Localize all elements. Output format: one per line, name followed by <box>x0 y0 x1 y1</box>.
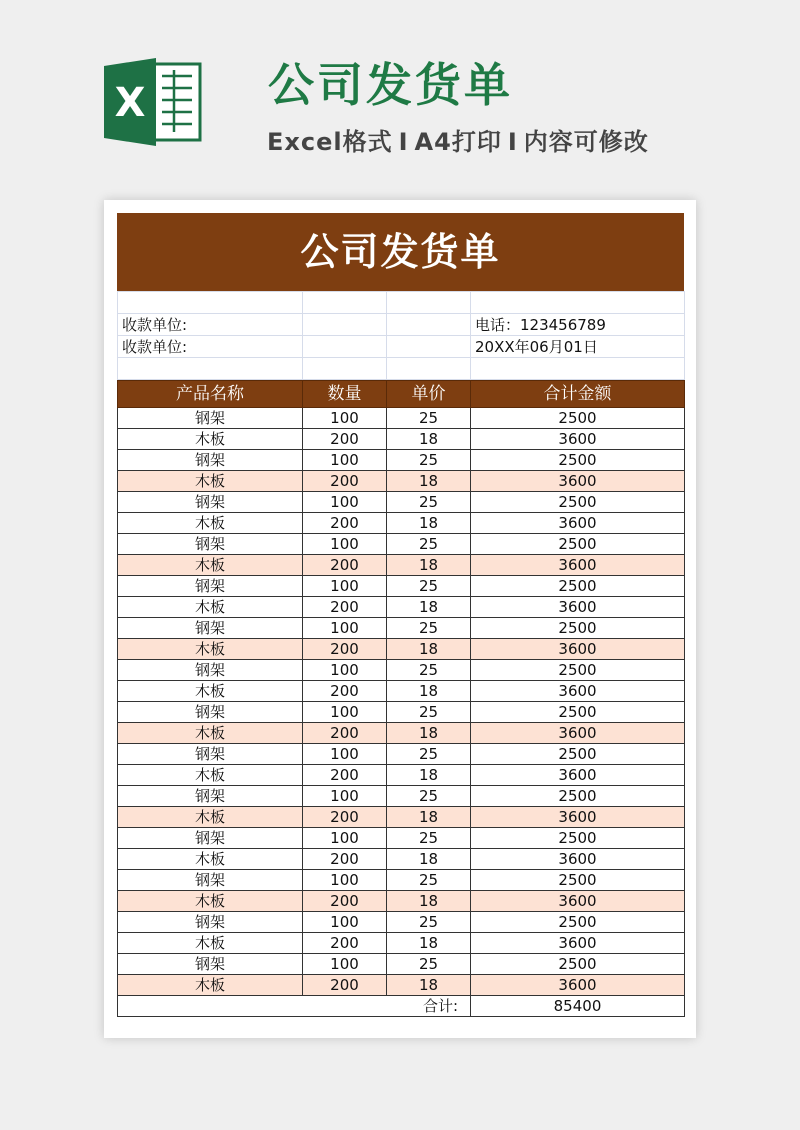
blank-row <box>118 292 685 314</box>
cell-unit-price[interactable]: 25 <box>387 786 471 807</box>
grid-cell[interactable] <box>303 336 387 358</box>
cell-quantity[interactable]: 100 <box>303 618 387 639</box>
cell-unit-price[interactable]: 18 <box>387 513 471 534</box>
grid-cell[interactable] <box>471 358 685 380</box>
total-row <box>118 996 685 1017</box>
invoice-sheet <box>117 213 684 1017</box>
shipment-table <box>117 380 685 1017</box>
date-field[interactable]: 20XX年06月01日 <box>471 336 685 358</box>
cell-unit-price[interactable]: 18 <box>387 555 471 576</box>
cell-unit-price[interactable]: 18 <box>387 807 471 828</box>
cell-amount[interactable]: 3600 <box>471 723 685 744</box>
sheet-title: 公司发货单 <box>117 213 684 291</box>
cell-quantity[interactable]: 200 <box>303 639 387 660</box>
grid-cell[interactable] <box>471 292 685 314</box>
cell-quantity[interactable]: 100 <box>303 786 387 807</box>
cell-quantity[interactable]: 200 <box>303 975 387 996</box>
col-header-amount: 合计金额 <box>471 381 685 408</box>
cell-product[interactable]: 钢架 <box>118 912 303 933</box>
cell-amount[interactable]: 2500 <box>471 618 685 639</box>
info-row <box>118 314 685 336</box>
cell-product[interactable]: 钢架 <box>118 618 303 639</box>
grid-cell[interactable] <box>118 358 303 380</box>
cell-product[interactable]: 木板 <box>118 975 303 996</box>
blank-row <box>118 358 685 380</box>
cell-quantity[interactable]: 100 <box>303 492 387 513</box>
cell-amount[interactable]: 2500 <box>471 702 685 723</box>
cell-quantity[interactable]: 200 <box>303 849 387 870</box>
cell-amount[interactable]: 3600 <box>471 429 685 450</box>
total-label: 合计: <box>118 996 471 1017</box>
cell-unit-price[interactable]: 25 <box>387 954 471 975</box>
table-row <box>118 450 685 471</box>
info-grid <box>117 291 685 380</box>
cell-quantity[interactable]: 200 <box>303 891 387 912</box>
cell-product[interactable]: 钢架 <box>118 744 303 765</box>
cell-product[interactable]: 钢架 <box>118 786 303 807</box>
total-value[interactable]: 85400 <box>471 996 685 1017</box>
banner-subtitle <box>267 126 649 158</box>
grid-cell[interactable] <box>387 358 471 380</box>
cell-unit-price[interactable]: 25 <box>387 660 471 681</box>
cell-product[interactable]: 钢架 <box>118 576 303 597</box>
grid-cell[interactable] <box>387 336 471 358</box>
cell-product[interactable]: 钢架 <box>118 954 303 975</box>
cell-amount[interactable]: 3600 <box>471 639 685 660</box>
table-row <box>118 933 685 954</box>
table-row <box>118 786 685 807</box>
cell-amount[interactable]: 2500 <box>471 870 685 891</box>
grid-cell[interactable] <box>118 292 303 314</box>
grid-cell[interactable] <box>387 292 471 314</box>
cell-product[interactable]: 木板 <box>118 765 303 786</box>
table-row <box>118 807 685 828</box>
cell-amount[interactable]: 2500 <box>471 534 685 555</box>
cell-product[interactable]: 木板 <box>118 597 303 618</box>
cell-amount[interactable]: 3600 <box>471 597 685 618</box>
grid-cell[interactable] <box>303 292 387 314</box>
cell-amount[interactable]: 3600 <box>471 891 685 912</box>
cell-amount[interactable]: 3600 <box>471 975 685 996</box>
cell-quantity[interactable]: 200 <box>303 513 387 534</box>
cell-amount[interactable]: 3600 <box>471 681 685 702</box>
cell-amount[interactable]: 3600 <box>471 471 685 492</box>
payee-label[interactable]: 收款单位: <box>118 314 303 336</box>
cell-quantity[interactable]: 100 <box>303 534 387 555</box>
cell-unit-price[interactable]: 18 <box>387 723 471 744</box>
cell-amount[interactable]: 3600 <box>471 807 685 828</box>
cell-quantity[interactable]: 200 <box>303 597 387 618</box>
cell-unit-price[interactable]: 25 <box>387 870 471 891</box>
cell-product[interactable]: 钢架 <box>118 702 303 723</box>
cell-product[interactable]: 钢架 <box>118 870 303 891</box>
cell-product[interactable]: 钢架 <box>118 492 303 513</box>
cell-product[interactable]: 木板 <box>118 639 303 660</box>
table-row <box>118 723 685 744</box>
table-row <box>118 975 685 996</box>
cell-product[interactable]: 木板 <box>118 555 303 576</box>
info-row <box>118 336 685 358</box>
table-row <box>118 660 685 681</box>
table-row <box>118 555 685 576</box>
table-row <box>118 534 685 555</box>
table-row <box>118 702 685 723</box>
cell-unit-price[interactable]: 18 <box>387 975 471 996</box>
cell-unit-price[interactable]: 18 <box>387 639 471 660</box>
cell-quantity[interactable]: 200 <box>303 765 387 786</box>
cell-amount[interactable]: 2500 <box>471 912 685 933</box>
cell-amount[interactable]: 2500 <box>471 576 685 597</box>
cell-amount[interactable]: 3600 <box>471 849 685 870</box>
cell-amount[interactable]: 2500 <box>471 828 685 849</box>
table-row <box>118 639 685 660</box>
cell-product[interactable]: 木板 <box>118 849 303 870</box>
table-row <box>118 744 685 765</box>
cell-quantity[interactable]: 100 <box>303 954 387 975</box>
cell-product[interactable]: 钢架 <box>118 660 303 681</box>
table-row <box>118 891 685 912</box>
cell-amount[interactable]: 2500 <box>471 744 685 765</box>
banner-title: 公司发货单 <box>268 58 513 112</box>
table-row <box>118 576 685 597</box>
cell-product[interactable]: 木板 <box>118 807 303 828</box>
cell-unit-price[interactable]: 18 <box>387 471 471 492</box>
subtitle-print: A4打印 <box>414 128 502 156</box>
cell-unit-price[interactable]: 18 <box>387 429 471 450</box>
cell-amount[interactable]: 2500 <box>471 492 685 513</box>
subtitle-format: Excel格式 <box>267 128 393 156</box>
table-row <box>118 408 685 429</box>
cell-unit-price[interactable]: 25 <box>387 534 471 555</box>
cell-quantity[interactable]: 100 <box>303 576 387 597</box>
cell-product[interactable]: 木板 <box>118 681 303 702</box>
table-row <box>118 912 685 933</box>
cell-product[interactable]: 木板 <box>118 513 303 534</box>
cell-quantity[interactable]: 200 <box>303 471 387 492</box>
table-row <box>118 429 685 450</box>
excel-icon <box>104 58 204 146</box>
cell-unit-price[interactable]: 25 <box>387 828 471 849</box>
cell-unit-price[interactable]: 18 <box>387 849 471 870</box>
cell-amount[interactable]: 2500 <box>471 408 685 429</box>
cell-product[interactable]: 钢架 <box>118 408 303 429</box>
table-row <box>118 681 685 702</box>
table-row <box>118 870 685 891</box>
cell-quantity[interactable]: 100 <box>303 912 387 933</box>
col-header-quantity: 数量 <box>303 381 387 408</box>
payee-label[interactable]: 收款单位: <box>118 336 303 358</box>
subtitle-separator: I <box>507 128 518 156</box>
cell-product[interactable]: 木板 <box>118 933 303 954</box>
cell-quantity[interactable]: 100 <box>303 408 387 429</box>
table-row <box>118 618 685 639</box>
cell-quantity[interactable]: 200 <box>303 723 387 744</box>
cell-quantity[interactable]: 200 <box>303 933 387 954</box>
cell-amount[interactable]: 2500 <box>471 786 685 807</box>
cell-amount[interactable]: 3600 <box>471 765 685 786</box>
svg-text:X: X <box>114 80 146 126</box>
subtitle-separator: I <box>398 128 409 156</box>
cell-quantity[interactable]: 100 <box>303 828 387 849</box>
cell-amount[interactable]: 2500 <box>471 660 685 681</box>
cell-unit-price[interactable]: 25 <box>387 744 471 765</box>
cell-product[interactable]: 钢架 <box>118 450 303 471</box>
cell-unit-price[interactable]: 18 <box>387 933 471 954</box>
table-row <box>118 849 685 870</box>
table-row <box>118 828 685 849</box>
table-row <box>118 513 685 534</box>
table-header <box>118 381 685 408</box>
cell-quantity[interactable]: 200 <box>303 681 387 702</box>
cell-quantity[interactable]: 200 <box>303 429 387 450</box>
table-row <box>118 954 685 975</box>
table-body <box>118 408 685 996</box>
col-header-product: 产品名称 <box>118 381 303 408</box>
cell-unit-price[interactable]: 18 <box>387 681 471 702</box>
grid-cell[interactable] <box>387 314 471 336</box>
cell-quantity[interactable]: 100 <box>303 744 387 765</box>
cell-amount[interactable]: 3600 <box>471 933 685 954</box>
grid-cell[interactable] <box>303 314 387 336</box>
table-row <box>118 492 685 513</box>
cell-quantity[interactable]: 100 <box>303 450 387 471</box>
cell-quantity[interactable]: 200 <box>303 807 387 828</box>
promo-banner <box>0 0 800 200</box>
cell-unit-price[interactable]: 18 <box>387 891 471 912</box>
cell-product[interactable]: 钢架 <box>118 828 303 849</box>
cell-amount[interactable]: 2500 <box>471 954 685 975</box>
cell-quantity[interactable]: 100 <box>303 870 387 891</box>
cell-unit-price[interactable]: 25 <box>387 408 471 429</box>
cell-amount[interactable]: 3600 <box>471 555 685 576</box>
phone-field[interactable]: 电话：123456789 <box>471 314 685 336</box>
cell-amount[interactable]: 3600 <box>471 513 685 534</box>
col-header-unit-price: 单价 <box>387 381 471 408</box>
cell-product[interactable]: 木板 <box>118 471 303 492</box>
table-row <box>118 597 685 618</box>
cell-unit-price[interactable]: 18 <box>387 765 471 786</box>
cell-product[interactable]: 木板 <box>118 891 303 912</box>
cell-quantity[interactable]: 100 <box>303 660 387 681</box>
cell-product[interactable]: 木板 <box>118 723 303 744</box>
cell-unit-price[interactable]: 25 <box>387 702 471 723</box>
cell-unit-price[interactable]: 25 <box>387 492 471 513</box>
cell-unit-price[interactable]: 25 <box>387 450 471 471</box>
cell-unit-price[interactable]: 25 <box>387 912 471 933</box>
cell-quantity[interactable]: 200 <box>303 555 387 576</box>
cell-unit-price[interactable]: 25 <box>387 576 471 597</box>
table-row <box>118 765 685 786</box>
table-row <box>118 471 685 492</box>
cell-product[interactable]: 木板 <box>118 429 303 450</box>
cell-unit-price[interactable]: 25 <box>387 618 471 639</box>
cell-unit-price[interactable]: 18 <box>387 597 471 618</box>
subtitle-editable: 内容可修改 <box>523 128 649 156</box>
cell-product[interactable]: 钢架 <box>118 534 303 555</box>
cell-amount[interactable]: 2500 <box>471 450 685 471</box>
cell-quantity[interactable]: 100 <box>303 702 387 723</box>
grid-cell[interactable] <box>303 358 387 380</box>
